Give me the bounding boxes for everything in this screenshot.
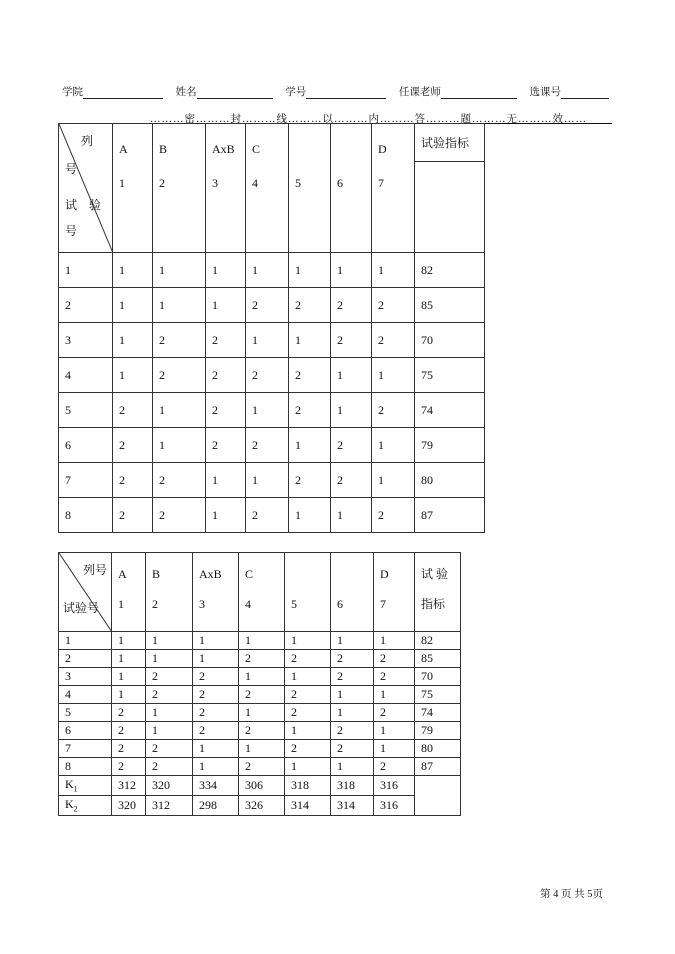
level-cell: 1 xyxy=(246,323,289,358)
k-value-cell: 320 xyxy=(146,776,193,796)
table-row xyxy=(59,253,485,288)
column-header: 5 xyxy=(285,553,331,632)
level-cell: 1 xyxy=(331,498,372,533)
level-cell: 2 xyxy=(374,758,415,776)
level-cell: 1 xyxy=(153,428,206,463)
college-field: 学院 xyxy=(62,84,163,99)
table-row xyxy=(59,463,485,498)
level-cell: 1 xyxy=(153,393,206,428)
corner-label-bottom1: 试 xyxy=(65,198,78,212)
level-cell: 2 xyxy=(112,722,146,740)
level-cell: 1 xyxy=(113,358,153,393)
level-cell: 2 xyxy=(206,393,246,428)
level-cell: 2 xyxy=(289,393,331,428)
page-footer: 第 4 页 共 5页 xyxy=(540,889,603,900)
level-cell: 2 xyxy=(289,288,331,323)
level-cell: 1 xyxy=(153,253,206,288)
trial-number-cell: 1 xyxy=(59,632,112,650)
column-header: D 7 xyxy=(374,553,415,632)
level-cell: 1 xyxy=(239,632,285,650)
level-cell: 1 xyxy=(146,632,193,650)
column-header: 5 xyxy=(289,124,331,253)
column-header: 6 xyxy=(331,124,372,253)
level-cell: 1 xyxy=(331,704,374,722)
level-cell: 1 xyxy=(331,758,374,776)
level-cell: 1 xyxy=(285,722,331,740)
k-label-cell: $K_1$ xyxy=(59,776,112,796)
level-cell: 1 xyxy=(113,288,153,323)
level-cell: 2 xyxy=(113,498,153,533)
trial-number-cell: 7 xyxy=(59,740,112,758)
level-cell: 1 xyxy=(193,740,239,758)
trial-number-cell: 4 xyxy=(59,358,113,393)
table-row xyxy=(59,704,461,722)
level-cell: 2 xyxy=(146,686,193,704)
indicator-header: 试验指标 xyxy=(415,124,485,162)
k-value-cell: 316 xyxy=(374,796,415,816)
k-value-cell: 312 xyxy=(112,776,146,796)
level-cell: 2 xyxy=(331,463,372,498)
corner-label-top2: 号 xyxy=(65,162,78,176)
k-value-cell: 318 xyxy=(285,776,331,796)
level-cell: 2 xyxy=(374,668,415,686)
level-cell: 2 xyxy=(246,428,289,463)
corner-label-bottom2: 验 xyxy=(89,198,102,212)
k-sum-row xyxy=(59,776,461,796)
trial-number-cell: 7 xyxy=(59,463,113,498)
level-cell: 1 xyxy=(289,253,331,288)
trial-number-cell: 4 xyxy=(59,686,112,704)
level-cell: 2 xyxy=(239,686,285,704)
indicator-value-cell: 74 xyxy=(415,393,485,428)
level-cell: 2 xyxy=(246,288,289,323)
orthogonal-table-1 xyxy=(58,123,485,533)
corner-label-top: 列 xyxy=(81,134,94,148)
level-cell: 2 xyxy=(374,650,415,668)
k-value-cell: 316 xyxy=(374,776,415,796)
indicator-value-cell: 79 xyxy=(415,722,461,740)
exam-header xyxy=(62,84,622,99)
column-header: B 2 xyxy=(153,124,206,253)
level-cell: 1 xyxy=(239,668,285,686)
level-cell: 1 xyxy=(206,463,246,498)
k-value-cell: 312 xyxy=(146,796,193,816)
name-field: 姓名 xyxy=(176,84,273,99)
column-header: D 7 xyxy=(372,124,415,253)
level-cell: 1 xyxy=(331,393,372,428)
level-cell: 1 xyxy=(206,253,246,288)
level-cell: 2 xyxy=(285,740,331,758)
table-row xyxy=(59,686,461,704)
level-cell: 2 xyxy=(372,393,415,428)
level-cell: 2 xyxy=(113,428,153,463)
level-cell: 2 xyxy=(331,323,372,358)
level-cell: 1 xyxy=(193,758,239,776)
level-cell: 2 xyxy=(331,668,374,686)
table-row xyxy=(59,668,461,686)
course-number-field: 选课号 xyxy=(530,84,610,99)
level-cell: 1 xyxy=(331,358,372,393)
level-cell: 1 xyxy=(331,253,372,288)
level-cell: 2 xyxy=(285,686,331,704)
level-cell: 2 xyxy=(113,393,153,428)
level-cell: 1 xyxy=(331,686,374,704)
level-cell: 1 xyxy=(246,253,289,288)
trial-number-cell: 3 xyxy=(59,668,112,686)
level-cell: 1 xyxy=(239,704,285,722)
level-cell: 2 xyxy=(112,758,146,776)
level-cell: 1 xyxy=(374,686,415,704)
indicator-value-cell: 80 xyxy=(415,740,461,758)
table-row xyxy=(59,740,461,758)
table-row xyxy=(59,632,461,650)
level-cell: 1 xyxy=(289,428,331,463)
trial-number-cell: 6 xyxy=(59,428,113,463)
level-cell: 1 xyxy=(246,463,289,498)
table-row xyxy=(59,722,461,740)
level-cell: 2 xyxy=(331,722,374,740)
indicator-header-blank xyxy=(415,162,485,253)
level-cell: 2 xyxy=(285,704,331,722)
k-value-cell: 334 xyxy=(193,776,239,796)
level-cell: 1 xyxy=(193,632,239,650)
level-cell: 1 xyxy=(285,632,331,650)
level-cell: 2 xyxy=(113,463,153,498)
level-cell: 2 xyxy=(146,740,193,758)
trial-number-cell: 5 xyxy=(59,704,112,722)
indicator-value-cell: 85 xyxy=(415,650,461,668)
level-cell: 2 xyxy=(331,650,374,668)
level-cell: 1 xyxy=(331,632,374,650)
corner-label-bottom3: 号 xyxy=(65,224,78,238)
level-cell: 2 xyxy=(193,686,239,704)
level-cell: 1 xyxy=(289,323,331,358)
trial-number-cell: 2 xyxy=(59,288,113,323)
indicator-value-cell: 87 xyxy=(415,758,461,776)
indicator-value-cell: 82 xyxy=(415,253,485,288)
level-cell: 1 xyxy=(374,632,415,650)
trial-number-cell: 8 xyxy=(59,758,112,776)
trial-number-cell: 6 xyxy=(59,722,112,740)
level-cell: 2 xyxy=(331,428,372,463)
column-header: B 2 xyxy=(146,553,193,632)
corner-label-bottom: 试验号 xyxy=(63,601,100,615)
level-cell: 2 xyxy=(331,740,374,758)
table-row xyxy=(59,323,485,358)
student-id-field: 学号 xyxy=(285,84,386,99)
level-cell: 1 xyxy=(206,498,246,533)
trial-number-cell: 2 xyxy=(59,650,112,668)
k-value-cell: 314 xyxy=(285,796,331,816)
k-blank-cell xyxy=(415,776,461,816)
column-header: A 1 xyxy=(113,124,153,253)
k-value-cell: 326 xyxy=(239,796,285,816)
table-row xyxy=(59,393,485,428)
table-row xyxy=(59,288,485,323)
level-cell: 2 xyxy=(374,704,415,722)
level-cell: 2 xyxy=(331,288,372,323)
column-header: AxB 3 xyxy=(193,553,239,632)
level-cell: 2 xyxy=(289,463,331,498)
level-cell: 2 xyxy=(372,498,415,533)
trial-number-cell: 8 xyxy=(59,498,113,533)
level-cell: 2 xyxy=(112,740,146,758)
k-value-cell: 314 xyxy=(331,796,374,816)
corner-label-top: 列号 xyxy=(83,563,108,577)
level-cell: 1 xyxy=(372,428,415,463)
table-row xyxy=(59,650,461,668)
column-header: 6 xyxy=(331,553,374,632)
trial-number-cell: 1 xyxy=(59,253,113,288)
level-cell: 2 xyxy=(193,668,239,686)
level-cell: 2 xyxy=(146,758,193,776)
indicator-value-cell: 75 xyxy=(415,686,461,704)
orthogonal-table-2 xyxy=(58,552,461,816)
corner-diagonal-cell xyxy=(59,124,113,253)
indicator-value-cell: 70 xyxy=(415,323,485,358)
level-cell: 2 xyxy=(206,358,246,393)
table-row xyxy=(59,498,485,533)
level-cell: 1 xyxy=(113,323,153,358)
level-cell: 1 xyxy=(206,288,246,323)
indicator-value-cell: 87 xyxy=(415,498,485,533)
column-header: AxB 3 xyxy=(206,124,246,253)
level-cell: 1 xyxy=(193,650,239,668)
level-cell: 1 xyxy=(112,650,146,668)
level-cell: 2 xyxy=(193,722,239,740)
level-cell: 2 xyxy=(112,704,146,722)
level-cell: 1 xyxy=(374,740,415,758)
level-cell: 2 xyxy=(372,323,415,358)
level-cell: 1 xyxy=(372,358,415,393)
table-row xyxy=(59,428,485,463)
level-cell: 2 xyxy=(206,428,246,463)
indicator-value-cell: 82 xyxy=(415,632,461,650)
column-header: C 4 xyxy=(239,553,285,632)
trial-number-cell: 5 xyxy=(59,393,113,428)
k-value-cell: 320 xyxy=(112,796,146,816)
corner-diagonal-cell xyxy=(59,553,112,632)
level-cell: 1 xyxy=(112,686,146,704)
indicator-value-cell: 80 xyxy=(415,463,485,498)
level-cell: 2 xyxy=(372,288,415,323)
level-cell: 2 xyxy=(206,323,246,358)
level-cell: 1 xyxy=(113,253,153,288)
indicator-value-cell: 85 xyxy=(415,288,485,323)
level-cell: 1 xyxy=(112,632,146,650)
level-cell: 1 xyxy=(112,668,146,686)
level-cell: 2 xyxy=(239,758,285,776)
k-label-cell: $K_2$ xyxy=(59,796,112,816)
k-value-cell: 306 xyxy=(239,776,285,796)
k-value-cell: 298 xyxy=(193,796,239,816)
level-cell: 2 xyxy=(246,498,289,533)
trial-number-cell: 3 xyxy=(59,323,113,358)
level-cell: 1 xyxy=(289,498,331,533)
level-cell: 2 xyxy=(285,650,331,668)
indicator-value-cell: 70 xyxy=(415,668,461,686)
level-cell: 2 xyxy=(289,358,331,393)
level-cell: 1 xyxy=(146,650,193,668)
level-cell: 1 xyxy=(146,722,193,740)
level-cell: 2 xyxy=(153,498,206,533)
level-cell: 2 xyxy=(246,358,289,393)
level-cell: 2 xyxy=(153,358,206,393)
table-row xyxy=(59,358,485,393)
level-cell: 1 xyxy=(246,393,289,428)
seal-line-notice: ………密………封………线………以………内………答………题………无………效…… xyxy=(150,114,587,125)
level-cell: 2 xyxy=(153,323,206,358)
indicator-value-cell: 74 xyxy=(415,704,461,722)
indicator-header: 试 验 指标 xyxy=(415,553,461,632)
level-cell: 1 xyxy=(285,758,331,776)
column-header: A 1 xyxy=(112,553,146,632)
level-cell: 2 xyxy=(146,668,193,686)
level-cell: 2 xyxy=(239,650,285,668)
teacher-field: 任课老师 xyxy=(399,84,517,99)
level-cell: 1 xyxy=(239,740,285,758)
level-cell: 2 xyxy=(153,463,206,498)
level-cell: 1 xyxy=(372,463,415,498)
level-cell: 1 xyxy=(146,704,193,722)
k-sum-row xyxy=(59,796,461,816)
level-cell: 1 xyxy=(285,668,331,686)
column-header: C 4 xyxy=(246,124,289,253)
level-cell: 1 xyxy=(372,253,415,288)
table-row xyxy=(59,758,461,776)
level-cell: 1 xyxy=(153,288,206,323)
level-cell: 2 xyxy=(239,722,285,740)
indicator-value-cell: 79 xyxy=(415,428,485,463)
indicator-value-cell: 75 xyxy=(415,358,485,393)
k-value-cell: 318 xyxy=(331,776,374,796)
level-cell: 1 xyxy=(374,722,415,740)
level-cell: 2 xyxy=(193,704,239,722)
